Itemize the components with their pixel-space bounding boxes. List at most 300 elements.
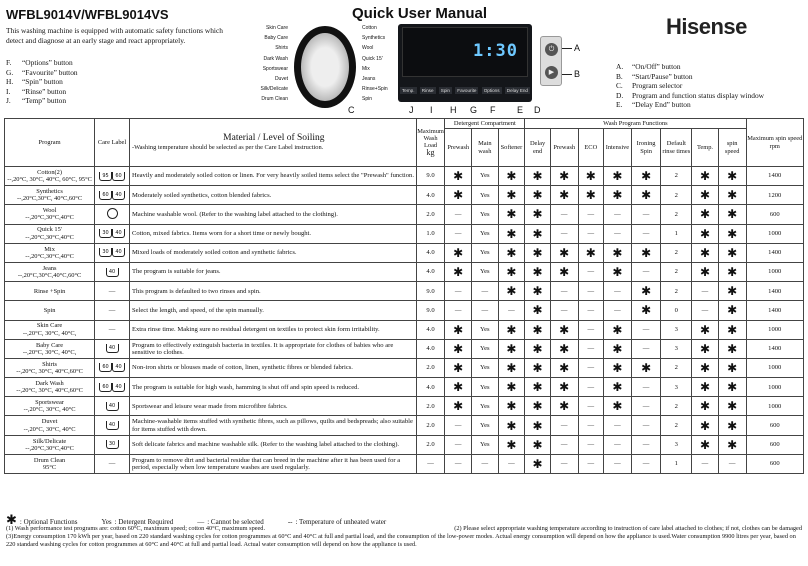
max-load: 4.0	[416, 243, 445, 262]
star-icon: ✱	[453, 265, 464, 280]
cell-ironing-spin: —	[631, 454, 661, 473]
care-label-cell	[95, 262, 130, 281]
wash-tub-icon: 40	[112, 248, 125, 257]
care-label-icon	[106, 421, 119, 428]
key-legend-key: C.	[616, 81, 623, 90]
dial-label-6[interactable]: Silk/Delicate	[260, 86, 288, 93]
cell-ironing-spin: —	[631, 224, 661, 243]
cell-prewash	[550, 186, 578, 205]
cell-eco: —	[578, 224, 604, 243]
key-legend-text: “Start/Pause” button	[632, 71, 693, 81]
cell-main-wash: —	[472, 301, 499, 320]
material-desc: The program is suitable for jeans.	[129, 262, 416, 281]
power-controls	[540, 36, 562, 86]
cell-eco: —	[578, 282, 604, 301]
label-h: H	[450, 105, 457, 115]
material-desc: Cotton, mixed fabrics. Items worn for a short time or newly bought.	[129, 224, 416, 243]
legend-text: : Cannot be selected	[207, 518, 264, 526]
star-icon: ✱	[506, 226, 517, 241]
cell-default-rinse-times: 3	[661, 378, 692, 397]
program-label: Rinse +Spin	[33, 287, 66, 295]
cell-temp-	[692, 320, 719, 339]
star-icon: ✱	[453, 360, 464, 375]
wash-tub-icon: 30	[106, 440, 119, 449]
dial-label-1[interactable]: Baby Care	[264, 35, 288, 42]
star-icon: ✱	[506, 207, 517, 222]
material-desc: Machine-washable items stuffed with synthetic fibres, such as pillows, quilts and bedspreads; also suitable for items stuffed with down.	[129, 416, 416, 435]
star-icon: ✱	[559, 341, 570, 356]
star-icon: ✱	[727, 265, 738, 280]
material-desc: Moderately soiled synthetics, cotton blended fabrics.	[129, 186, 416, 205]
cell-delay-end	[525, 320, 551, 339]
max-spin: 1400	[746, 301, 803, 320]
cell-eco: —	[578, 262, 604, 281]
cell-eco: —	[578, 378, 604, 397]
cell-main-wash: Yes	[472, 358, 499, 377]
cell-prewash: —	[445, 224, 472, 243]
star-icon: ✱	[559, 245, 570, 260]
cell-intensive	[604, 262, 632, 281]
panel-button-0[interactable]: Temp.	[402, 88, 415, 93]
cell-ironing-spin: —	[631, 205, 661, 224]
program-temps: --,20°C,30°C, 40°C,60°C	[17, 195, 83, 203]
star-icon: ✱	[585, 169, 596, 184]
power-icon[interactable]: ⏻	[545, 43, 558, 56]
dial-label-r0[interactable]: Cotton	[362, 25, 377, 31]
control-panel	[398, 24, 532, 102]
star-icon: ✱	[641, 284, 652, 299]
button-legend	[6, 58, 78, 106]
cell-prewash: —	[445, 454, 472, 473]
star-icon: ✱	[727, 418, 738, 433]
program-temps: --,20°C, 30°C, 40°C	[23, 425, 76, 433]
dial-label-r1[interactable]: Synthetics	[362, 35, 386, 42]
wash-tub-icon: 40	[106, 421, 119, 430]
cell-delay-end	[525, 243, 551, 262]
cell-prewash	[550, 167, 578, 186]
care-label-icon	[106, 440, 119, 447]
material-desc: Select the length, and speed, of the spin manually.	[129, 301, 416, 320]
th-sub-10: spin speed	[718, 129, 746, 167]
th-sub-9: Temp.	[692, 129, 719, 167]
star-icon: ✱	[727, 226, 738, 241]
wool-care-icon	[107, 208, 118, 219]
dial-label-2[interactable]: Shirts	[275, 45, 288, 52]
cell-temp-: —	[692, 454, 719, 473]
cell-spin-speed: —	[718, 454, 746, 473]
star-icon: ✱	[699, 207, 710, 222]
care-label-cell	[95, 167, 130, 186]
cell-intensive	[604, 339, 632, 358]
program-name	[5, 301, 95, 320]
note-3: (3)Energy consumption 170 kWh per year, based on 220 standard washing cycles for cotton programmes at 60°C and 40°C at full and partial load, and the consumption of the low-power modes. Actual energy consumption will depend on how the appliance is used.Water consumption 9900 litres per year, based on 220 standard washing cycles for cotton programmes at 60°C and 40°C at full and partial load. Actual water consumption will depend on how the appliance is used.	[6, 533, 796, 548]
care-label-icon: —	[108, 306, 116, 314]
key-legend-text: “On/Off” button	[632, 62, 681, 71]
th-material: Material / Level of Soiling -Washing temperature should be selected as per the Care Label instruction.	[129, 119, 416, 167]
max-load: —	[416, 454, 445, 473]
star-icon: ✱	[727, 207, 738, 222]
cell-temp-	[692, 435, 719, 454]
table-row	[5, 224, 804, 243]
cell-delay-end	[525, 301, 551, 320]
care-label-cell	[95, 301, 130, 320]
wash-tub-icon: 60	[99, 191, 112, 200]
dial-label-r5[interactable]: Jeans	[362, 76, 376, 82]
cell-prewash	[445, 167, 472, 186]
wash-tub-icon: 40	[112, 363, 125, 372]
care-label-icon	[99, 248, 125, 255]
max-load: 9.0	[416, 282, 445, 301]
th-sub-3: Delay end	[525, 129, 551, 167]
cell-main-wash: Yes	[472, 416, 499, 435]
cell-intensive	[604, 358, 632, 377]
care-label-cell	[95, 378, 130, 397]
table-row	[5, 186, 804, 205]
cell-main-wash: Yes	[472, 243, 499, 262]
cell-prewash	[550, 358, 578, 377]
program-temps: --,20°C, 30°C, 40°C	[23, 406, 76, 414]
star-icon: ✱	[532, 437, 543, 452]
th-care-label: Care Label	[95, 119, 130, 167]
cell-spin-speed	[718, 167, 746, 186]
cell-eco: —	[578, 435, 604, 454]
material-desc: Soft delicate fabrics and machine washable silk. (Refer to the washing label attached to the clothing).	[129, 435, 416, 454]
care-label-cell	[95, 224, 130, 243]
dial-label-4[interactable]: Sportswear	[262, 65, 288, 72]
star-icon: ✱	[699, 437, 710, 452]
program-temps: --,20°C, 30°C, 40°C,60°C	[16, 367, 83, 375]
star-icon: ✱	[506, 284, 517, 299]
cell-prewash: —	[445, 416, 472, 435]
start-pause-icon[interactable]: ▶	[545, 66, 558, 79]
cell-ironing-spin: —	[631, 320, 661, 339]
cell-eco: —	[578, 339, 604, 358]
cell-temp-: —	[692, 301, 719, 320]
label-i: I	[430, 105, 433, 115]
program-table	[4, 118, 804, 474]
star-icon: ✱	[453, 322, 464, 337]
legend-symbol: --	[287, 518, 293, 526]
dial-label-r7[interactable]: Spin	[362, 96, 373, 103]
note-1: (1) Wash performance test programs are: cotton 60°C, maximum speed; cotton 40°C, maximum speed.	[6, 525, 266, 532]
program-name	[5, 454, 95, 473]
label-c: C	[348, 105, 355, 115]
table-row	[5, 167, 804, 186]
cell-softener	[498, 205, 525, 224]
star-icon: ✱	[532, 169, 543, 184]
display-time: 1:30	[473, 41, 518, 61]
star-icon: ✱	[506, 418, 517, 433]
star-icon: ✱	[612, 188, 623, 203]
cell-temp-	[692, 416, 719, 435]
care-label-icon: —	[108, 460, 116, 468]
dial-label-7[interactable]: Drum Clean	[261, 96, 288, 103]
cell-spin-speed	[718, 358, 746, 377]
program-temps: --,20°C, 30°C, 40°C, 60°C, 95°C	[7, 176, 92, 184]
label-e: E	[517, 105, 524, 115]
cell-delay-end	[525, 435, 551, 454]
cell-prewash	[445, 339, 472, 358]
cell-spin-speed	[718, 435, 746, 454]
max-spin: 1200	[746, 186, 803, 205]
care-label-icon: —	[108, 287, 116, 295]
program-dial[interactable]	[294, 26, 356, 108]
cell-intensive: —	[604, 224, 632, 243]
star-icon: ✱	[727, 245, 738, 260]
cell-main-wash: Yes	[472, 224, 499, 243]
cell-softener	[498, 339, 525, 358]
cell-spin-speed	[718, 186, 746, 205]
footnotes	[6, 525, 802, 549]
star-icon: ✱	[506, 380, 517, 395]
cell-prewash	[550, 397, 578, 416]
cell-softener	[498, 167, 525, 186]
star-icon: ✱	[699, 341, 710, 356]
cell-default-rinse-times: 2	[661, 243, 692, 262]
th-sub-7: Ironing Spin	[631, 129, 661, 167]
max-load: 2.0	[416, 416, 445, 435]
legend-symbol: Yes	[101, 518, 112, 526]
cell-prewash	[550, 262, 578, 281]
cell-ironing-spin: —	[631, 435, 661, 454]
star-icon: ✱	[699, 169, 710, 184]
panel-button-1[interactable]: Rinse	[421, 88, 434, 93]
brand-logo: Hisense	[666, 14, 747, 39]
star-icon: ✱	[532, 418, 543, 433]
cell-intensive: —	[604, 435, 632, 454]
max-load: 4.0	[416, 320, 445, 339]
cell-spin-speed	[718, 378, 746, 397]
key-legend	[616, 62, 764, 110]
cell-prewash: —	[550, 454, 578, 473]
th-program: Program	[5, 119, 95, 167]
cell-prewash: —	[550, 416, 578, 435]
material-desc: Machine washable wool. (Refer to the washing label attached to the clothing).	[129, 205, 416, 224]
max-load: 9.0	[416, 301, 445, 320]
care-label-icon: —	[108, 325, 116, 333]
care-label-icon	[99, 363, 125, 370]
program-label: Duvet	[41, 418, 58, 426]
program-name	[5, 378, 95, 397]
cell-main-wash: Yes	[472, 435, 499, 454]
star-icon: ✱	[727, 437, 738, 452]
panel-button-2[interactable]: Spin	[440, 88, 450, 93]
program-selector[interactable]	[262, 22, 392, 114]
cell-intensive	[604, 243, 632, 262]
program-label: Dark Wash	[35, 379, 64, 387]
cell-delay-end	[525, 262, 551, 281]
cell-delay-end	[525, 186, 551, 205]
legend-text: : Optional Functions	[19, 518, 78, 526]
cell-spin-speed	[718, 205, 746, 224]
cell-temp-	[692, 339, 719, 358]
cell-softener	[498, 378, 525, 397]
star-icon: ✱	[612, 360, 623, 375]
max-load: 4.0	[416, 378, 445, 397]
max-spin: 1000	[746, 320, 803, 339]
dial-label-5[interactable]: Duvet	[274, 76, 288, 82]
button-legend-text: “Favourite” button	[22, 67, 78, 77]
star-icon: ✱	[727, 360, 738, 375]
care-label-icon	[99, 172, 125, 179]
cell-delay-end	[525, 397, 551, 416]
cell-softener: —	[498, 301, 525, 320]
key-legend-key: B.	[616, 71, 623, 81]
care-label-cell	[95, 397, 130, 416]
cell-default-rinse-times: 2	[661, 167, 692, 186]
cell-softener	[498, 416, 525, 435]
cell-spin-speed	[718, 416, 746, 435]
dial-label-0[interactable]: Skin Care	[266, 25, 288, 31]
program-temps: --,20°C, 30°C, 40°C,60°C	[16, 387, 83, 395]
key-legend-item	[616, 72, 764, 82]
star-icon: ✱	[532, 303, 543, 318]
program-temps: --,20°C,30°C,40°C	[25, 444, 74, 452]
key-legend-item	[616, 81, 764, 91]
star-icon: ✱	[612, 265, 623, 280]
star-icon: ✱	[532, 341, 543, 356]
program-label: Spin	[43, 306, 56, 314]
cell-prewash: —	[445, 301, 472, 320]
star-icon: ✱	[532, 245, 543, 260]
cell-intensive	[604, 320, 632, 339]
max-spin: 1000	[746, 358, 803, 377]
cell-ironing-spin: —	[631, 397, 661, 416]
max-spin: 1400	[746, 243, 803, 262]
cell-eco	[578, 186, 604, 205]
star-icon: ✱	[506, 360, 517, 375]
cell-intensive	[604, 378, 632, 397]
key-legend-key: A.	[616, 62, 624, 71]
button-legend-item	[6, 58, 78, 68]
wash-tub-icon: 30	[99, 248, 112, 257]
dial-label-r6[interactable]: Rinse+Spin	[362, 86, 388, 93]
key-legend-text: “Delay End” button	[632, 100, 691, 109]
dial-label-3[interactable]: Dark Wash	[263, 55, 288, 62]
cell-eco	[578, 243, 604, 262]
cell-softener	[498, 320, 525, 339]
label-d: D	[534, 105, 541, 115]
panel-button-5[interactable]: Delay End	[506, 88, 528, 93]
dial-label-r3[interactable]: Quick 15'	[362, 55, 383, 62]
cell-default-rinse-times: 3	[661, 435, 692, 454]
note-2: (2) Please select appropriate washing temperature according to instruction of care label attached to clothes; if not, clothes can be damaged	[454, 525, 802, 532]
star-icon: ✱	[699, 265, 710, 280]
cell-temp-	[692, 224, 719, 243]
star-icon: ✱	[612, 322, 623, 337]
cell-prewash	[445, 397, 472, 416]
dial-label-r2[interactable]: Wool	[362, 45, 374, 52]
cell-softener: —	[498, 454, 525, 473]
cell-intensive: —	[604, 205, 632, 224]
cell-softener	[498, 243, 525, 262]
material-desc: Mixed loads of moderately soiled cotton and synthetic fabrics.	[129, 243, 416, 262]
program-temps: --,20°C,30°C,40°C	[25, 233, 74, 241]
cell-softener	[498, 435, 525, 454]
button-legend-key: H.	[6, 77, 14, 86]
wash-tub-icon: 60	[112, 172, 125, 181]
dial-label-r4[interactable]: Mix	[362, 65, 370, 72]
star-icon: ✱	[641, 303, 652, 318]
care-label-icon	[99, 191, 125, 198]
label-j: J	[409, 105, 414, 115]
program-name	[5, 320, 95, 339]
cell-ironing-spin	[631, 301, 661, 320]
program-temps: --,20°C, 30°C, 40°C,	[22, 348, 77, 356]
button-legend-key: J.	[6, 96, 11, 105]
cell-spin-speed	[718, 262, 746, 281]
star-icon: ✱	[506, 341, 517, 356]
cell-main-wash: Yes	[472, 397, 499, 416]
cell-eco: —	[578, 320, 604, 339]
program-label: Cotton(2)	[37, 168, 62, 176]
care-label-cell	[95, 454, 130, 473]
panel-button-4[interactable]: Options	[483, 88, 500, 93]
star-icon: ✱	[699, 188, 710, 203]
star-icon: ✱	[727, 169, 738, 184]
cell-spin-speed	[718, 301, 746, 320]
max-spin: 600	[746, 416, 803, 435]
cell-delay-end	[525, 378, 551, 397]
panel-button-3[interactable]: Favourite	[457, 88, 477, 93]
cell-main-wash: Yes	[472, 205, 499, 224]
cell-intensive	[604, 167, 632, 186]
program-name	[5, 282, 95, 301]
program-name	[5, 262, 95, 281]
cell-ironing-spin	[631, 167, 661, 186]
star-icon: ✱	[699, 360, 710, 375]
star-icon: ✱	[612, 169, 623, 184]
cell-prewash	[550, 378, 578, 397]
cell-prewash: —	[550, 301, 578, 320]
label-b: B	[574, 69, 581, 79]
star-icon: ✱	[506, 399, 517, 414]
cell-main-wash: Yes	[472, 186, 499, 205]
table-row	[5, 282, 804, 301]
cell-default-rinse-times: 2	[661, 397, 692, 416]
material-desc: Program to effectively extinguish bacteria in textiles. It is appropriate for clothes of babies who are sensitive to clothes.	[129, 339, 416, 358]
key-legend-item	[616, 91, 764, 101]
care-label-cell	[95, 205, 130, 224]
cell-ironing-spin: —	[631, 416, 661, 435]
max-load: 4.0	[416, 186, 445, 205]
th-sub-8: Default rinse times	[661, 129, 692, 167]
button-legend-item	[6, 96, 78, 106]
cell-prewash: —	[550, 205, 578, 224]
max-spin: 1000	[746, 397, 803, 416]
wash-tub-icon: 60	[99, 363, 112, 372]
program-temps: --,20°C, 30°C, 40°C,	[22, 329, 77, 337]
program-label: Silk/Delicate	[32, 437, 67, 445]
legend-symbol: ✱	[6, 513, 17, 528]
care-label-icon	[99, 229, 125, 236]
table-row	[5, 243, 804, 262]
manual-title: Quick User Manual	[352, 5, 488, 22]
cell-prewash	[445, 186, 472, 205]
cell-default-rinse-times: 2	[661, 416, 692, 435]
button-legend-text: “Rinse” button	[22, 86, 67, 96]
cell-prewash	[445, 262, 472, 281]
star-icon: ✱	[699, 245, 710, 260]
cell-temp-	[692, 262, 719, 281]
star-icon: ✱	[585, 188, 596, 203]
cell-intensive	[604, 186, 632, 205]
cell-prewash	[445, 243, 472, 262]
star-icon: ✱	[506, 188, 517, 203]
star-icon: ✱	[532, 188, 543, 203]
program-label: Baby Care	[35, 341, 64, 349]
max-load: 4.0	[416, 262, 445, 281]
